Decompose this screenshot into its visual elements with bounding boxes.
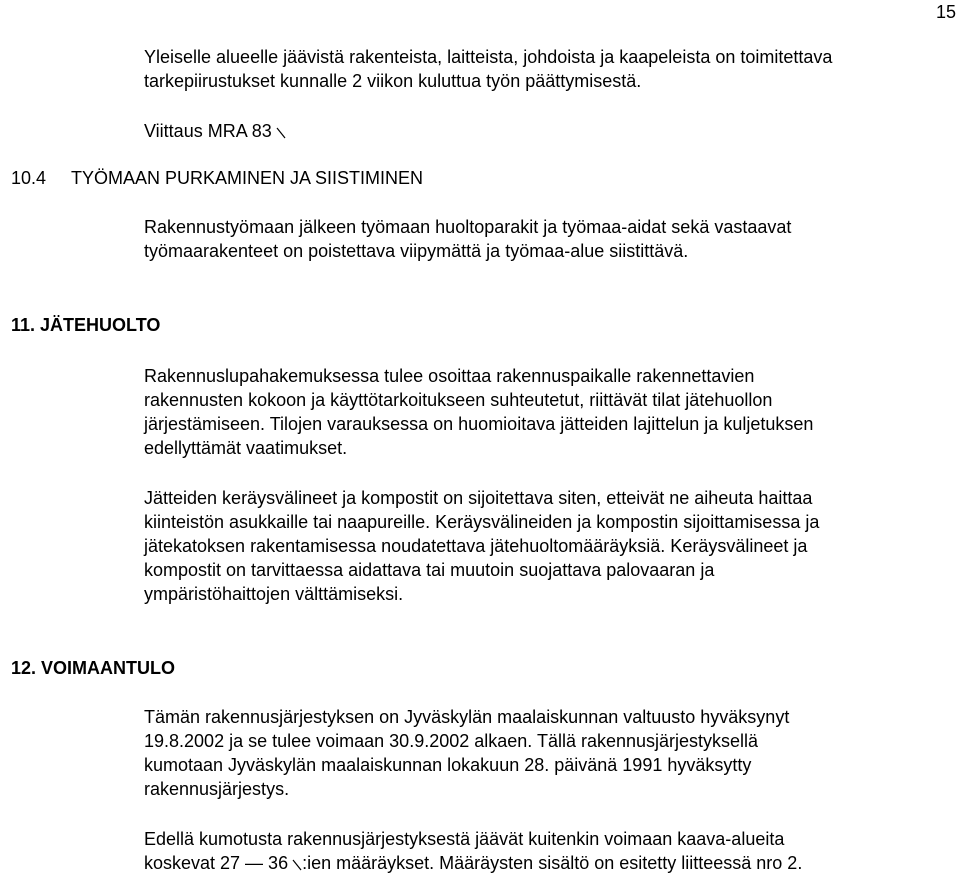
text-line: tarkepiirustukset kunnalle 2 viikon kuluttua työn päättymisestä. (144, 71, 642, 91)
reference-line (144, 119, 944, 143)
section-12-paragraph-2 (144, 827, 944, 875)
page-number: 15 (935, 2, 956, 22)
text-line: rakennusjärjestys. (144, 779, 290, 799)
text-line: Tämän rakennusjärjestyksen on Jyväskylän maalaiskunnan valtuusto hyväksynyt (144, 707, 790, 727)
text-line: Edellä kumotusta rakennusjärjestyksestä jäävät kuitenkin voimaan kaava-alueita (144, 829, 785, 849)
section-11-paragraph-1 (144, 364, 944, 460)
section-number: 10.4 (11, 168, 47, 188)
section-12-paragraph-1 (144, 705, 944, 801)
section-mark-icon (276, 127, 286, 139)
section-title: TYÖMAAN PURKAMINEN JA SIISTIMINEN (71, 168, 424, 188)
text-line: jätekatoksen rakentamisessa noudatettava jätehuoltomääräyksiä. Keräysvälineet ja (144, 536, 808, 556)
text-line: Jätteiden keräysvälineet ja kompostit on sijoitettava siten, etteivät ne aiheuta haittaa (144, 488, 813, 508)
text-line: rakennusten kokoon ja käyttötarkoitukseen suhteutetut, riittävät tilat jätehuollon (144, 390, 773, 410)
text-line: Yleiselle alueelle jäävistä rakenteista, laitteista, johdoista ja kaapeleista on toimitettava (144, 47, 833, 67)
text-line: kompostit on tarvittaessa aidattava tai muutoin suojattava palovaaran ja (144, 560, 715, 580)
text-line: Rakennustyömaan jälkeen työmaan huoltoparakit ja työmaa-aidat sekä vastaavat (144, 217, 792, 237)
section-11-paragraph-2 (144, 486, 944, 606)
section-heading-10-4 (11, 166, 423, 190)
section-heading-11: 11. JÄTEHUOLTO (11, 315, 161, 335)
text-segment: koskevat 27 — 36 (144, 853, 289, 873)
section-10-4-paragraph (144, 215, 944, 263)
section-heading-12: 12. VOIMAANTULO (11, 658, 176, 678)
reference-text: Viittaus MRA 83 (144, 121, 272, 141)
text-line: Rakennuslupahakemuksessa tulee osoittaa rakennuspaikalle rakennettavien (144, 366, 755, 386)
text-line: kiinteistön asukkaille tai naapureille. Keräysvälineiden ja kompostin sijoittamisessa ja (144, 512, 820, 532)
intro-paragraph (144, 45, 944, 93)
section-mark-icon (292, 859, 302, 871)
text-line: 19.8.2002 ja se tulee voimaan 30.9.2002 alkaen. Tällä rakennusjärjestyksellä (144, 731, 759, 751)
text-line: kumotaan Jyväskylän maalaiskunnan lokakuun 28. päivänä 1991 hyväksytty (144, 755, 752, 775)
text-line: järjestämiseen. Tilojen varauksessa on huomioitava jätteiden lajittelun ja kuljetuksen (144, 414, 814, 434)
text-line: ympäristöhaittojen välttämiseksi. (144, 584, 404, 604)
text-segment: :ien määräykset. Määräysten sisältö on esitetty liitteessä nro 2. (302, 853, 803, 873)
text-line (144, 851, 944, 875)
text-line: työmaarakenteet on poistettava viipymättä ja työmaa-alue siistittävä. (144, 241, 689, 261)
text-line: edellyttämät vaatimukset. (144, 438, 348, 458)
